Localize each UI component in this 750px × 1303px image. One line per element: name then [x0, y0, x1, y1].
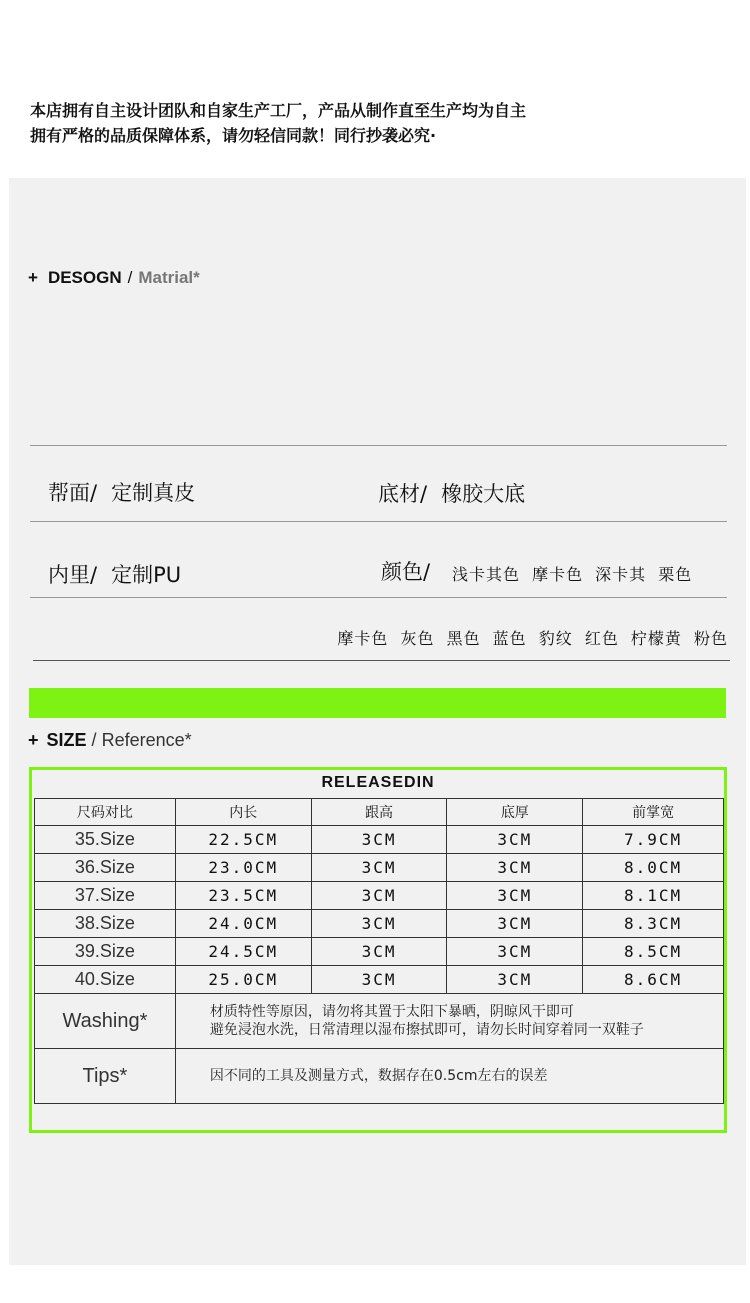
table-row	[35, 854, 724, 882]
width-cell: 8.5CM	[583, 938, 724, 966]
washing-label: Washing*	[35, 994, 176, 1049]
size-table	[34, 798, 724, 1104]
plus-icon: +	[28, 268, 38, 287]
size-cell: 37.Size	[35, 882, 176, 910]
color-values-line-2: 摩卡色 灰色 黑色 蓝色 豹纹 红色 柠檬黄 粉色	[337, 629, 728, 648]
heel-cell: 3CM	[311, 966, 447, 994]
header-cell: 跟高	[311, 799, 447, 826]
length-cell: 24.0CM	[175, 910, 311, 938]
width-cell: 7.9CM	[583, 826, 724, 854]
length-cell: 24.5CM	[175, 938, 311, 966]
table-header-row	[35, 799, 724, 826]
tips-text: 因不同的工具及测量方式，数据存在0.5cm左右的误差	[175, 1049, 723, 1104]
heel-cell: 3CM	[311, 854, 447, 882]
width-cell: 8.6CM	[583, 966, 724, 994]
sole-cell: 3CM	[447, 910, 583, 938]
length-cell: 23.0CM	[175, 854, 311, 882]
heel-cell: 3CM	[311, 882, 447, 910]
washing-line-2: 避免浸泡水洗，日常清理以湿布擦拭即可，请勿长时间穿着同一双鞋子	[209, 1022, 644, 1038]
sole-cell: 3CM	[447, 966, 583, 994]
heel-cell: 3CM	[311, 826, 447, 854]
sole-label: 底材/	[378, 482, 428, 506]
divider	[30, 597, 727, 598]
header-cell: 底厚	[447, 799, 583, 826]
table-row	[35, 910, 724, 938]
design-slash: /	[127, 268, 133, 287]
sole-value: 橡胶大底	[441, 482, 526, 506]
green-accent-bar	[29, 688, 726, 718]
sole-cell: 3CM	[447, 938, 583, 966]
size-cell: 35.Size	[35, 826, 176, 854]
heel-cell: 3CM	[311, 910, 447, 938]
notice-line-1: 本店拥有自主设计团队和自家生产工厂，产品从制作直至生产均为自主	[30, 101, 527, 120]
material-subtitle: Matrial*	[138, 268, 200, 287]
table-row	[35, 826, 724, 854]
table-row	[35, 938, 724, 966]
washing-row	[35, 994, 724, 1049]
length-cell: 25.0CM	[175, 966, 311, 994]
washing-line-1: 材质特性等原因，请勿将其置于太阳下暴晒，阴晾风干即可	[209, 1004, 574, 1020]
divider	[30, 445, 727, 446]
size-section-header	[28, 730, 192, 751]
width-cell: 8.3CM	[583, 910, 724, 938]
design-title: DESOGN	[47, 268, 122, 287]
table-row	[35, 966, 724, 994]
size-slash: /	[91, 730, 97, 750]
color-label: 颜色/	[381, 560, 431, 584]
size-chart	[29, 767, 727, 1133]
sole-cell: 3CM	[447, 882, 583, 910]
table-row	[35, 882, 724, 910]
header-cell: 尺码对比	[35, 799, 176, 826]
length-cell: 22.5CM	[175, 826, 311, 854]
sole-material	[378, 478, 525, 508]
heel-cell: 3CM	[311, 938, 447, 966]
width-cell: 8.1CM	[583, 882, 724, 910]
header-cell: 前掌宽	[583, 799, 724, 826]
store-notice	[30, 98, 710, 148]
notice-line-2: 拥有严格的品质保障体系，请勿轻信同款！同行抄袭必究·	[30, 126, 437, 145]
tips-row	[35, 1049, 724, 1104]
design-section-header	[28, 268, 200, 288]
size-title: SIZE	[46, 730, 87, 750]
sole-cell: 3CM	[447, 854, 583, 882]
upper-label: 帮面/	[48, 481, 98, 505]
color-values-line-1: 浅卡其色 摩卡色 深卡其 栗色	[452, 565, 693, 584]
upper-value: 定制真皮	[111, 481, 196, 505]
tips-label: Tips*	[35, 1049, 176, 1104]
length-cell: 23.5CM	[175, 882, 311, 910]
reference-subtitle: Reference*	[101, 730, 192, 750]
lining-material	[48, 559, 181, 589]
lining-value: 定制PU	[111, 563, 182, 587]
size-cell: 36.Size	[35, 854, 176, 882]
size-cell: 38.Size	[35, 910, 176, 938]
header-cell: 内长	[175, 799, 311, 826]
washing-text	[175, 994, 723, 1049]
width-cell: 8.0CM	[583, 854, 724, 882]
sole-cell: 3CM	[447, 826, 583, 854]
size-cell: 40.Size	[35, 966, 176, 994]
divider	[30, 521, 727, 522]
size-cell: 39.Size	[35, 938, 176, 966]
plus-icon: +	[28, 730, 39, 750]
upper-material	[48, 477, 195, 507]
divider	[33, 660, 730, 661]
table-bottom-line	[34, 1103, 724, 1104]
brand-name: RELEASEDIN	[321, 774, 435, 791]
lining-label: 内里/	[48, 563, 98, 587]
